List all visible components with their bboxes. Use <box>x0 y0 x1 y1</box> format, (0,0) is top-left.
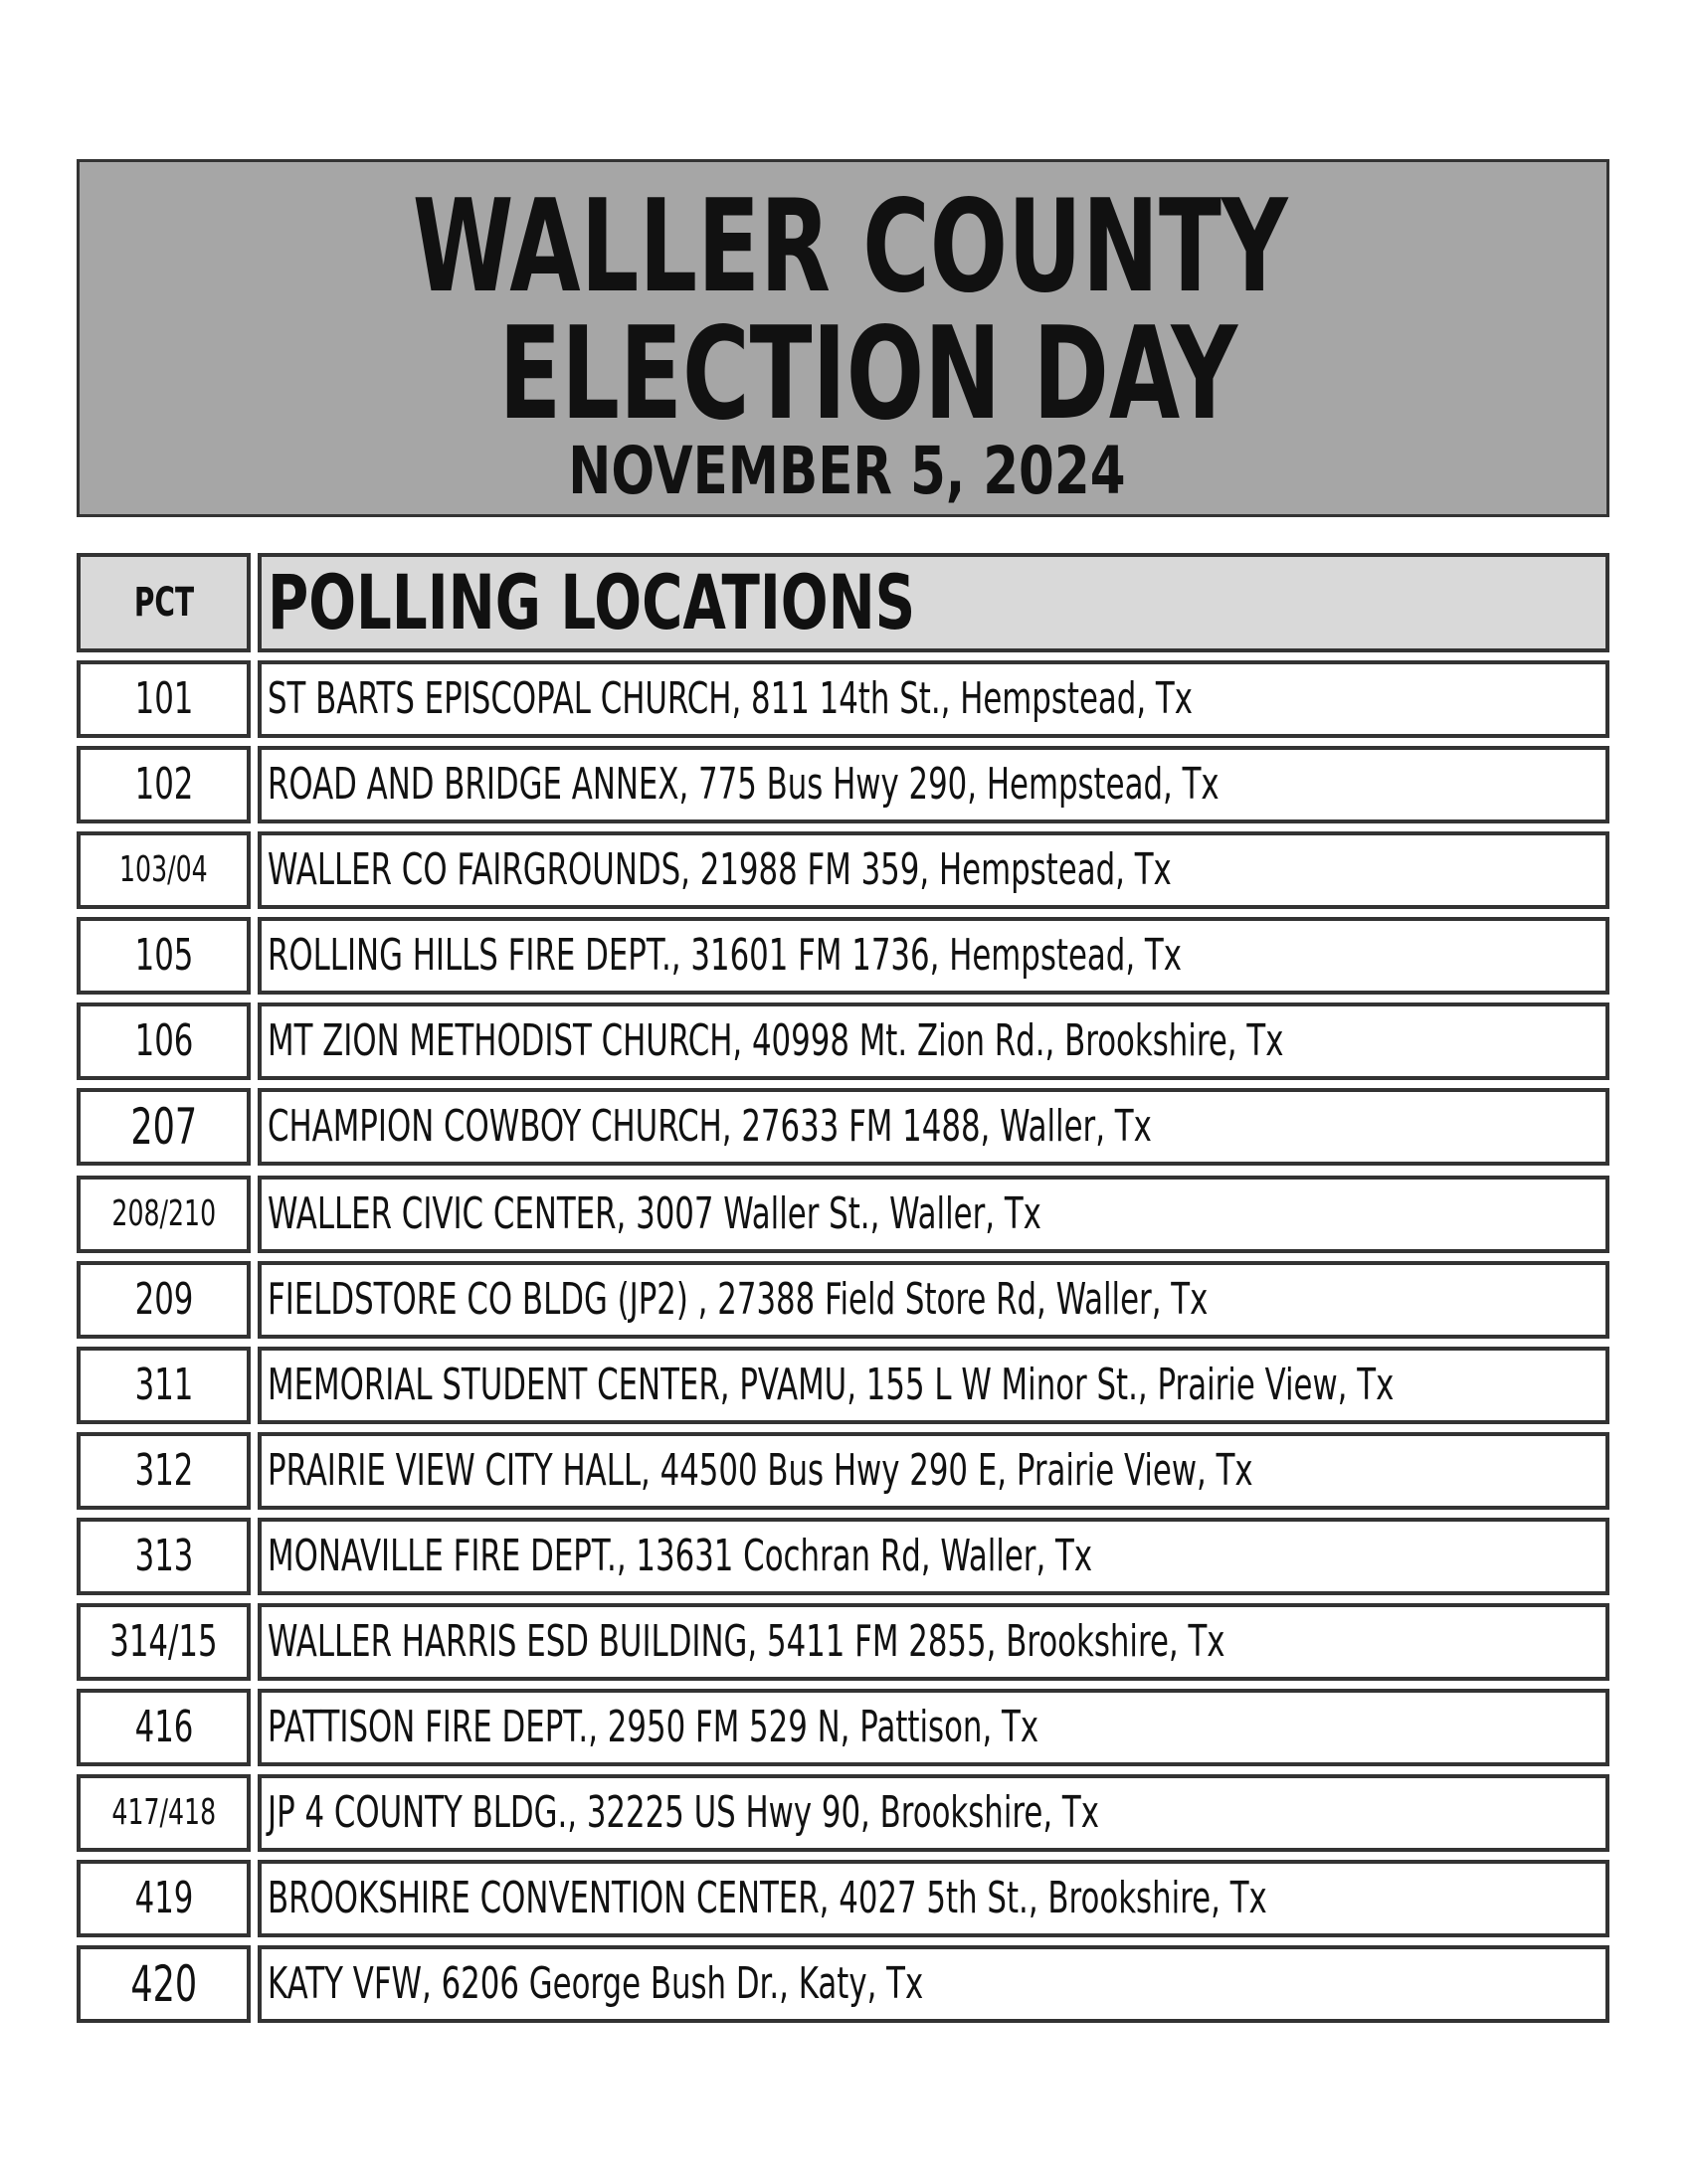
pct-cell <box>77 1518 251 1595</box>
location-cell <box>258 1860 1609 1937</box>
pct-cell <box>77 660 251 738</box>
location-text: MT ZION METHODIST CHURCH, 40998 Mt. Zion Rd., Brookshire, Tx <box>268 1015 1284 1066</box>
pct-cell <box>77 1261 251 1339</box>
pct-number: 417/418 <box>111 1792 216 1833</box>
pct-number: 207 <box>130 1098 197 1156</box>
header-locations-label: POLLING LOCATIONS <box>268 558 916 646</box>
header-pct-cell <box>77 553 251 652</box>
title-line-1: WALLER COUNTY <box>412 173 1288 321</box>
title-line-2: ELECTION DAY <box>498 300 1238 449</box>
table-row <box>77 1088 1609 1166</box>
table-row <box>77 1347 1609 1424</box>
pct-cell <box>77 1774 251 1852</box>
pct-number: 416 <box>134 1702 193 1752</box>
location-cell <box>258 1689 1609 1766</box>
location-cell <box>258 1945 1609 2023</box>
pct-cell <box>77 1002 251 1080</box>
table-row <box>77 1945 1609 2023</box>
table-row <box>77 1176 1609 1253</box>
location-cell <box>258 1261 1609 1339</box>
header-pct-label: PCT <box>133 580 194 626</box>
location-text: FIELDSTORE CO BLDG (JP2) , 27388 Field Store Rd, Waller, Tx <box>268 1274 1209 1325</box>
location-text: BROOKSHIRE CONVENTION CENTER, 4027 5th St., Brookshire, Tx <box>268 1873 1267 1923</box>
location-cell <box>258 1002 1609 1080</box>
pct-cell <box>77 1689 251 1766</box>
pct-cell <box>77 831 251 909</box>
table-row <box>77 660 1609 738</box>
pct-number: 101 <box>134 673 193 724</box>
pct-cell <box>77 1432 251 1510</box>
location-text: MONAVILLE FIRE DEPT., 13631 Cochran Rd, Waller, Tx <box>268 1531 1093 1581</box>
pct-cell <box>77 1088 251 1166</box>
location-cell <box>258 1347 1609 1424</box>
table-row <box>77 1689 1609 1766</box>
location-cell <box>258 831 1609 909</box>
location-text: CHAMPION COWBOY CHURCH, 27633 FM 1488, Waller, Tx <box>268 1101 1152 1152</box>
pct-number: 419 <box>134 1873 193 1923</box>
pct-number: 105 <box>134 930 193 981</box>
table-row <box>77 1002 1609 1080</box>
pct-number: 420 <box>130 1955 197 2013</box>
pct-number: 102 <box>134 759 193 810</box>
location-cell <box>258 1176 1609 1253</box>
location-text: PRAIRIE VIEW CITY HALL, 44500 Bus Hwy 290 E, Prairie View, Tx <box>268 1445 1253 1496</box>
location-cell <box>258 746 1609 823</box>
pct-number: 208/210 <box>111 1193 216 1234</box>
pct-cell <box>77 1176 251 1253</box>
table-row <box>77 1860 1609 1937</box>
pct-cell <box>77 917 251 995</box>
location-text: ROLLING HILLS FIRE DEPT., 31601 FM 1736, Hempstead, Tx <box>268 930 1182 981</box>
location-text: PATTISON FIRE DEPT., 2950 FM 529 N, Pattison, Tx <box>268 1702 1039 1752</box>
pct-cell <box>77 1860 251 1937</box>
pct-number: 314/15 <box>109 1616 218 1667</box>
location-text: WALLER HARRIS ESD BUILDING, 5411 FM 2855, Brookshire, Tx <box>268 1616 1225 1667</box>
table-row <box>77 746 1609 823</box>
table-row <box>77 1261 1609 1339</box>
location-cell <box>258 917 1609 995</box>
location-cell <box>258 1774 1609 1852</box>
pct-number: 311 <box>134 1360 193 1410</box>
location-text: JP 4 COUNTY BLDG., 32225 US Hwy 90, Brookshire, Tx <box>268 1787 1099 1838</box>
location-text: KATY VFW, 6206 George Bush Dr., Katy, Tx <box>268 1958 924 2009</box>
table-row <box>77 917 1609 995</box>
header-locations-cell <box>258 553 1609 652</box>
pct-cell <box>77 1945 251 2023</box>
pct-cell <box>77 1347 251 1424</box>
pct-number: 106 <box>134 1015 193 1066</box>
location-text: ST BARTS EPISCOPAL CHURCH, 811 14th St., Hempstead, Tx <box>268 673 1193 724</box>
location-cell <box>258 1088 1609 1166</box>
election-date: NOVEMBER 5, 2024 <box>568 433 1126 509</box>
location-text: WALLER CIVIC CENTER, 3007 Waller St., Waller, Tx <box>268 1188 1041 1239</box>
location-text: MEMORIAL STUDENT CENTER, PVAMU, 155 L W Minor St., Prairie View, Tx <box>268 1360 1395 1410</box>
table-row <box>77 831 1609 909</box>
table-row <box>77 1774 1609 1852</box>
location-text: ROAD AND BRIDGE ANNEX, 775 Bus Hwy 290, Hempstead, Tx <box>268 759 1220 810</box>
pct-cell <box>77 746 251 823</box>
pct-number: 209 <box>134 1274 193 1325</box>
pct-number: 313 <box>134 1531 193 1581</box>
table-row <box>77 1518 1609 1595</box>
pct-number: 103/04 <box>119 849 208 890</box>
location-cell <box>258 1518 1609 1595</box>
pct-cell <box>77 1603 251 1681</box>
title-banner <box>77 159 1609 517</box>
pct-number: 312 <box>134 1445 193 1496</box>
location-text: WALLER CO FAIRGROUNDS, 21988 FM 359, Hempstead, Tx <box>268 844 1172 895</box>
location-cell <box>258 1603 1609 1681</box>
location-cell <box>258 1432 1609 1510</box>
location-cell <box>258 660 1609 738</box>
table-header-row <box>77 553 1609 652</box>
table-row <box>77 1432 1609 1510</box>
table-row <box>77 1603 1609 1681</box>
